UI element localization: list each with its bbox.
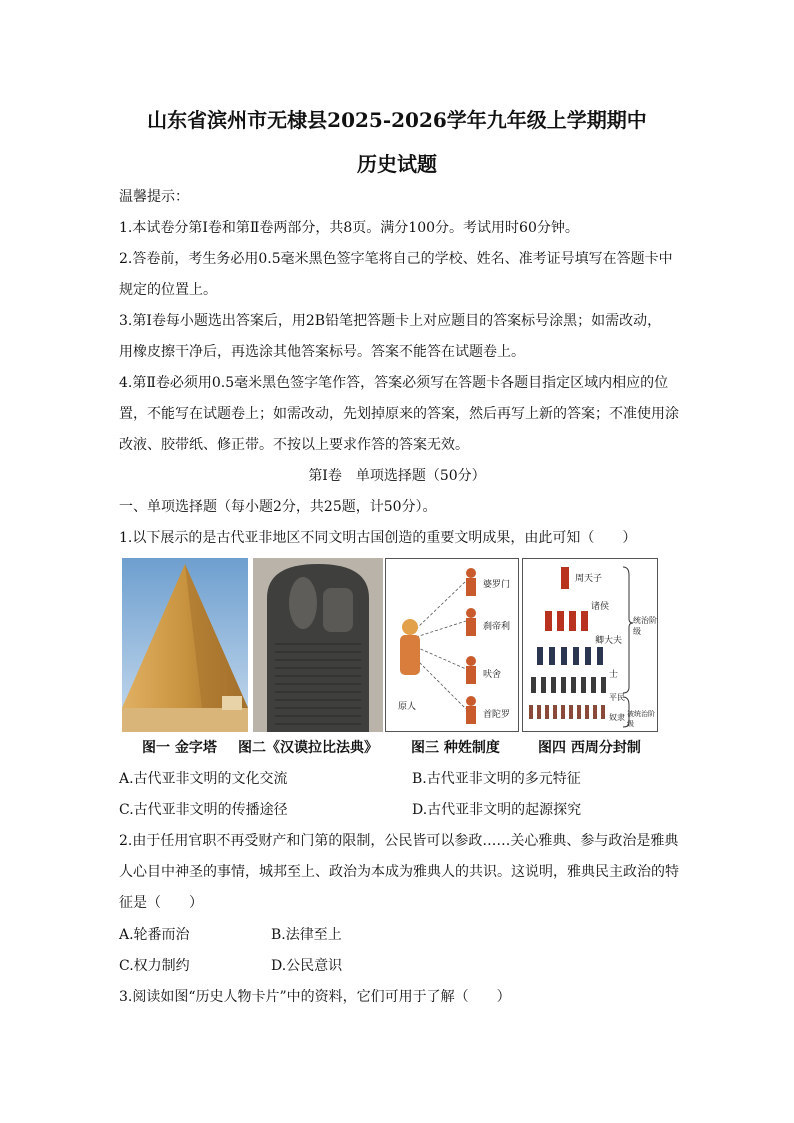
figure-hammurabi (253, 558, 383, 732)
notice-line-5: 用橡皮擦干净后，再选涂其他答案标号。答案不能答在试题卷上。 (119, 344, 525, 360)
exam-title: 山东省滨州市无棣县2025-2026学年九年级上学期期中 (147, 108, 647, 132)
caption-figure-3: 图三 种姓制度 (411, 740, 500, 756)
q2-option-b[interactable]: B.法律至上 (271, 927, 342, 943)
notice-line-3: 规定的位置上。 (119, 282, 217, 298)
caste-label-brahmin: 婆罗门 (483, 580, 511, 590)
zhou-label-ruling: 统治阶级 (633, 616, 657, 636)
notice-heading: 温馨提示： (119, 189, 189, 205)
q2-option-c[interactable]: C.权力制约 (119, 958, 190, 974)
exam-subtitle: 历史试题 (357, 152, 437, 176)
caste-label-kshatriya: 刹帝利 (483, 622, 511, 632)
hammurabi-stele-image (253, 558, 383, 732)
notice-line-1: 1.本试卷分第Ⅰ卷和第Ⅱ卷两部分，共8页。满分100分。考试用时60分钟。 (119, 220, 579, 236)
figure-caste (385, 558, 519, 732)
q1-option-d[interactable]: D.古代亚非文明的起源探究 (412, 802, 582, 818)
pyramid-image (122, 558, 248, 732)
zhou-label-slaves: 奴隶 (609, 713, 625, 722)
q1-option-c[interactable]: C.古代亚非文明的传播途径 (119, 802, 288, 818)
q1-option-a[interactable]: A.古代亚非文明的文化交流 (119, 771, 288, 787)
q2-option-d[interactable]: D.公民意识 (271, 958, 343, 974)
zhou-label-ministers: 卿大夫 (595, 636, 623, 646)
figure-zhou (522, 558, 658, 732)
figure-pyramid (122, 558, 248, 732)
zhou-label-king: 周天子 (575, 574, 603, 584)
question-2-line-2: 人心目中神圣的事情，城邦至上、政治为本成为雅典人的共识。这说明，雅典民主政治的特 (119, 864, 679, 880)
caption-figure-1: 图一 金字塔 (142, 740, 217, 756)
zhou-label-ruled: 被统治阶级 (627, 710, 655, 728)
question-1-stem: 1.以下展示的是古代亚非地区不同文明古国创造的重要文明成果，由此可知（ ） (119, 530, 637, 546)
zhou-hierarchy-diagram (523, 559, 657, 731)
notice-line-6: 4.第Ⅱ卷必须用0.5毫米黑色签字笔作答，答案必须写在答题卡各题目指定区域内相应的位 (119, 375, 669, 391)
notice-line-7: 置，不能写在试题卷上；如需改动，先划掉原来的答案，然后再写上新的答案；不准使用涂 (119, 406, 679, 422)
caste-label-shudra: 首陀罗 (483, 710, 511, 720)
q2-option-a[interactable]: A.轮番而治 (119, 927, 190, 943)
section-part: 一、单项选择题（每小题2分，共25题，计50分）。 (119, 499, 437, 515)
caption-figure-4: 图四 西周分封制 (538, 740, 641, 756)
q1-option-b[interactable]: B.古代亚非文明的多元特征 (412, 771, 581, 787)
caste-label-vaishya: 吠舍 (483, 670, 502, 680)
question-2-line-1: 2.由于任用官职不再受财产和门第的限制，公民皆可以参政……关心雅典、参与政治是雅典 (119, 833, 679, 849)
zhou-label-commoners: 平民 (609, 693, 625, 702)
zhou-label-lords: 诸侯 (591, 602, 610, 612)
notice-line-8: 改液、胶带纸、修正带。不按以上要求作答的答案无效。 (119, 437, 469, 453)
zhou-label-shi: 士 (609, 670, 619, 680)
section-title: 第Ⅰ卷 单项选择题（50分） (308, 468, 486, 484)
caste-label-purusha: 原人 (398, 702, 417, 712)
notice-line-4: 3.第Ⅰ卷每小题选出答案后，用2B铅笔把答题卡上对应题目的答案标号涂黑；如需改动， (119, 313, 662, 329)
notice-line-2: 2.答卷前，考生务必用0.5毫米黑色签字笔将自己的学校、姓名、准考证号填写在答题卡中 (119, 251, 673, 267)
question-3-stem: 3.阅读如图“历史人物卡片”中的资料，它们可用于了解（ ） (119, 989, 511, 1005)
question-2-line-3: 征是（ ） (119, 895, 203, 911)
caption-figure-2: 图二《汉谟拉比法典》 (238, 740, 378, 756)
